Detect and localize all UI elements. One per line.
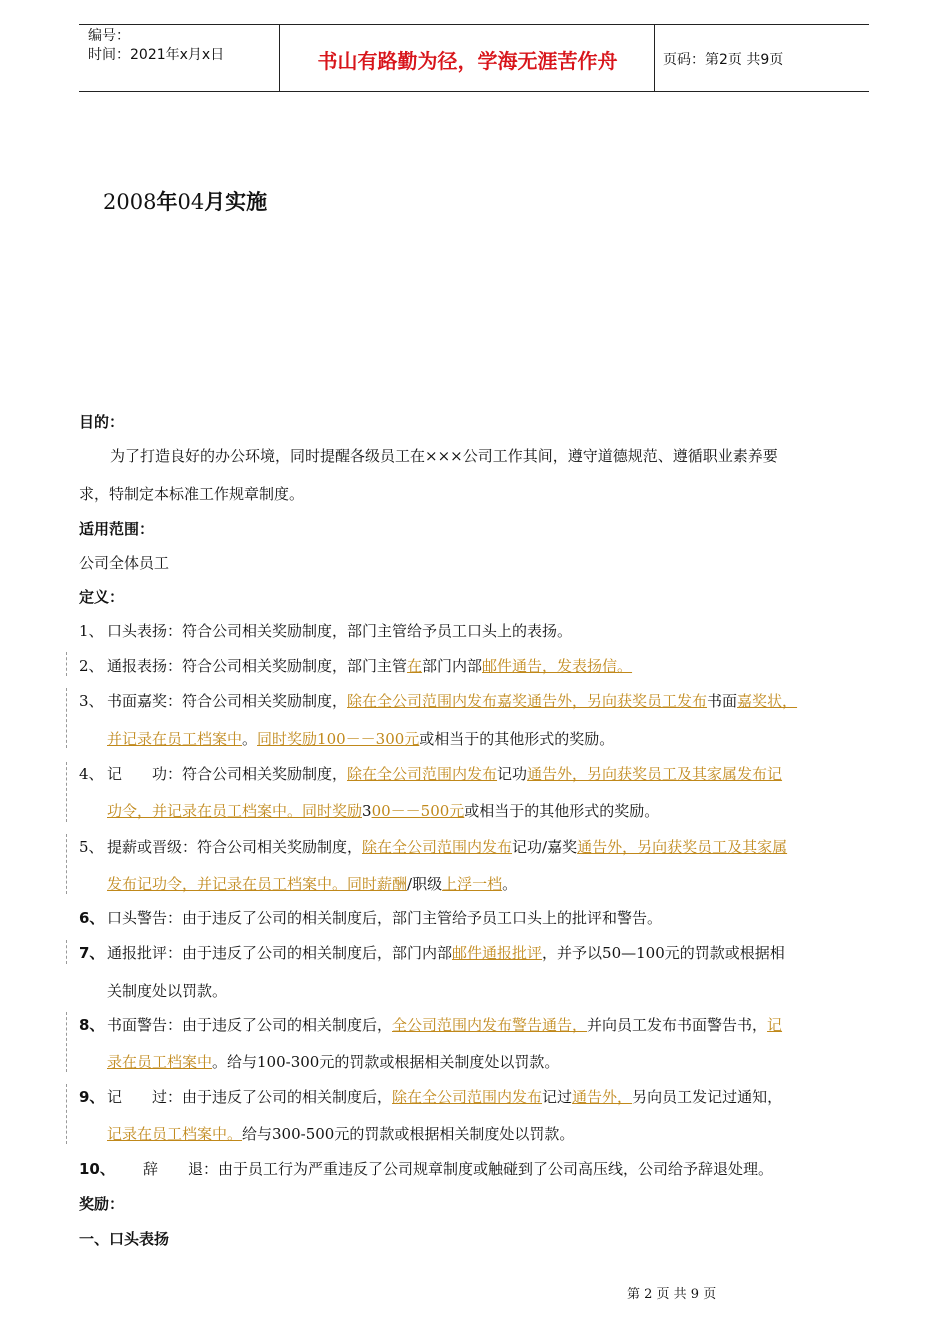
revision-bar bbox=[66, 762, 68, 822]
date-year: 2008 bbox=[103, 190, 157, 214]
definition-item-8: 8、 书面警告：由于违反了公司的相关制度后，全公司范围内发布警告通告，并向员工发布书面警告书，记 bbox=[79, 1016, 783, 1034]
definition-item-3-cont: 并记录在员工档案中。同时奖励100－－300元或相当于的其他形式的奖励。 bbox=[107, 730, 615, 748]
definition-item-2: 2、 通报表扬：符合公司相关奖励制度，部门主管在部门内部邮件通告，发表扬信。 bbox=[79, 657, 633, 675]
item-number: 1、 bbox=[79, 622, 104, 640]
purpose-text-2: 求，特制定本标准工作规章制度。 bbox=[79, 485, 305, 503]
definition-heading: 定义： bbox=[79, 588, 125, 606]
revision-bar bbox=[66, 1012, 68, 1072]
definition-item-4-cont: 功令，并记录在员工档案中。同时奖励300－－500元或相当于的其他形式的奖励。 bbox=[107, 802, 660, 820]
header-divider bbox=[654, 25, 655, 91]
scope-text: 公司全体员工 bbox=[79, 554, 170, 572]
date-month: 04 bbox=[177, 190, 205, 214]
item-number: 7、 bbox=[79, 944, 105, 962]
revision-bar bbox=[66, 652, 68, 676]
page-header bbox=[79, 24, 869, 92]
item-number: 6、 bbox=[79, 909, 105, 927]
purpose-text-1: 为了打造良好的办公环境，同时提醒各级员工在×××公司工作其间，遵守道德规范、遵循职业素养要 bbox=[110, 447, 778, 465]
definition-item-9-cont: 记录在员工档案中。给与300-500元的罚款或根据相关制度处以罚款。 bbox=[107, 1125, 575, 1143]
definition-item-6 bbox=[79, 907, 663, 928]
header-meta bbox=[88, 27, 224, 65]
revision-bar bbox=[66, 688, 68, 748]
definition-item-7: 7、 通报批评：由于违反了公司的相关制度后，部门内部邮件通报批评，并予以50—100元的罚款或根据相 bbox=[79, 944, 785, 962]
revision-bar bbox=[66, 1084, 68, 1144]
revision-bar bbox=[66, 834, 68, 894]
definition-item-7-cont: 关制度处以罚款。 bbox=[107, 982, 228, 1000]
reward-heading: 奖励： bbox=[79, 1195, 125, 1213]
scope-heading: 适用范围： bbox=[79, 520, 155, 538]
purpose-heading: 目的： bbox=[79, 413, 125, 431]
header-page-number: 页码：第2页 共9页 bbox=[663, 52, 784, 68]
item-number: 5、 bbox=[79, 838, 104, 856]
definition-item-8-cont: 录在员工档案中。给与100-300元的罚款或根据相关制度处以罚款。 bbox=[107, 1053, 560, 1071]
definition-item-9: 9、 记 过：由于违反了公司的相关制度后，除在全公司范围内发布记过通告外，另向员工发记过通知， bbox=[79, 1088, 783, 1106]
item-number: 8、 bbox=[79, 1016, 105, 1034]
date-year-char: 年 bbox=[156, 190, 178, 214]
item-text: 辞 退：由于员工行为严重违反了公司规章制度或触碰到了公司高压线，公司给予辞退处理。 bbox=[143, 1160, 774, 1178]
effective-date bbox=[103, 186, 267, 216]
page-footer: 第 2 页 共 9 页 bbox=[627, 1287, 717, 1302]
definition-item-4: 4、 记 功：符合公司相关奖励制度，除在全公司范围内发布记功通告外，另向获奖员工及其家属发布记 bbox=[79, 765, 783, 783]
definition-item-5-cont: 发布记功令，并记录在员工档案中。同时薪酬/职级上浮一档。 bbox=[107, 875, 518, 893]
item-text: 口头警告：由于违反了公司的相关制度后，部门主管给予员工口头上的批评和警告。 bbox=[107, 909, 663, 927]
definition-item-10 bbox=[79, 1158, 774, 1179]
item-number: 9、 bbox=[79, 1088, 105, 1106]
item-number: 2、 bbox=[79, 657, 104, 675]
item-number: 3、 bbox=[79, 692, 104, 710]
header-divider bbox=[279, 25, 280, 91]
item-number: 4、 bbox=[79, 765, 104, 783]
section-heading-1: 一、口头表扬 bbox=[79, 1230, 170, 1248]
definition-item-1 bbox=[79, 620, 573, 641]
definition-item-3: 3、 书面嘉奖：符合公司相关奖励制度，除在全公司范围内发布嘉奖通告外，另向获奖员工发布书面嘉奖状， bbox=[79, 692, 798, 710]
serial-number: 编号： bbox=[88, 28, 130, 44]
header-motto: 书山有路勤为径，学海无涯苦作舟 bbox=[317, 49, 618, 73]
item-number: 10、 bbox=[79, 1160, 115, 1178]
item-text: 口头表扬：符合公司相关奖励制度，部门主管给予员工口头上的表扬。 bbox=[107, 622, 573, 640]
date-month-char: 月实施 bbox=[204, 190, 268, 214]
definition-item-5: 5、 提薪或晋级：符合公司相关奖励制度，除在全公司范围内发布记功/嘉奖通告外，另向获奖员工及其家属 bbox=[79, 838, 788, 856]
revision-bar bbox=[66, 940, 68, 964]
header-time: 时间：2021年x月x日 bbox=[88, 47, 225, 63]
